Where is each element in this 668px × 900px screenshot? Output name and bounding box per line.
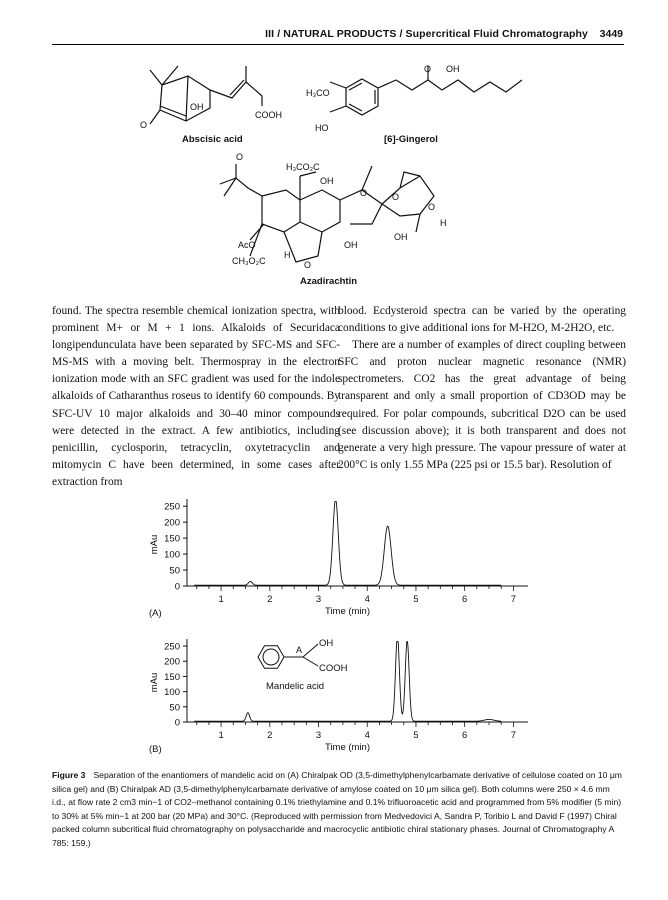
y-tick-label: 0 — [174, 717, 180, 729]
figure-caption — [52, 769, 626, 851]
svg-text:O: O — [428, 202, 436, 212]
y-tick-label: 150 — [164, 671, 180, 683]
svg-text:O: O — [360, 188, 368, 198]
panel-label: (A) — [149, 608, 162, 619]
svg-text:H: H — [440, 218, 447, 228]
y-tick-label: 150 — [164, 533, 180, 545]
y-tick-label: 250 — [164, 641, 180, 653]
header-title: III / NATURAL PRODUCTS / Supercritical Fluid Chromatography — [265, 28, 588, 40]
x-tick-label: 2 — [267, 594, 273, 605]
svg-text:Abscisic acid: Abscisic acid — [182, 134, 243, 145]
x-tick-label: 1 — [218, 730, 224, 741]
figure-label: Figure 3 — [52, 770, 86, 780]
svg-text:H₃CO₂C: H₃CO₂C — [286, 162, 320, 172]
svg-text:COOH: COOH — [255, 110, 282, 120]
paragraph: found. The spectra resemble chemical ionization spectra, with prominent M+ or M + 1 ions. Alkaloids of Securidaca longipendunculata have been separated by SFC-MS and SFC-MS-MS with a moving belt. Thermospray in the electron ionization mode with an SFC gradient was used for the indole alkaloids of Catharanthus roseus to identify 60 compounds. By SFC-UV 10 major alkaloids and 30–40 minor compounds were detected in the extract. A few antibiotics, including penicillin, cyclosporin, tetracyclin, oxytetracyclin and mitomycin C have been determined, in some cases after extraction from — [52, 305, 340, 488]
x-tick-label: 5 — [413, 730, 419, 741]
y-tick-label: 200 — [164, 656, 180, 668]
paragraph: There are a number of examples of direct coupling between SFC and proton nuclear magnetic resonance (NMR) spectrometers. CO2 has the great advantage of being transparent and only a small proportion of CD3OD may be required. For polar compounds, subcritical D2O can be used (see discussion above); it is both transparent and does not generate a very high pressure. The vapour pressure of water at 200°C is only 1.55 MPa (225 psi or 15.5 bar). Resolution of — [338, 339, 626, 471]
chart-panel-b — [149, 638, 528, 755]
svg-text:Azadirachtin: Azadirachtin — [300, 276, 358, 287]
x-tick-label: 6 — [462, 730, 468, 741]
aromatic-circle — [263, 649, 279, 665]
mandelic-acid-structure — [258, 638, 348, 692]
svg-text:O: O — [140, 120, 148, 130]
svg-text:O: O — [304, 260, 312, 270]
bond — [303, 657, 318, 666]
y-tick-label: 100 — [164, 687, 180, 699]
svg-text:OH: OH — [190, 102, 204, 112]
svg-text:CH₃O₂C: CH₃O₂C — [232, 256, 266, 266]
svg-text:OH: OH — [394, 232, 408, 242]
oh-label: OH — [319, 638, 334, 649]
svg-text:H₃CO: H₃CO — [306, 88, 330, 98]
svg-text:HO: HO — [315, 123, 329, 133]
chart-panel-a — [149, 499, 528, 619]
x-tick-label: 7 — [510, 730, 517, 741]
mandelic-acid-name: Mandelic acid — [266, 681, 325, 692]
y-tick-label: 0 — [174, 581, 180, 593]
y-axis-label: mAu — [149, 534, 160, 555]
svg-text:O: O — [424, 64, 432, 74]
page-number: 3449 — [599, 28, 623, 40]
svg-text:OH: OH — [320, 176, 334, 186]
x-tick-label: 7 — [510, 594, 517, 605]
caption-text: Separation of the enantiomers of mandelic acid on (A) Chiralpak OD (3,5-dimethylphenylcarbamate derivative of cellulose coated on 10 μm silica gel) and (B) Chiralpak AD (3,5-dimethylphenylcarbamate derivative of amylose coated on 10 μm silica gel). Both columns were 250 × 4.6 mm i.d., at flow rate 2 cm3 min−1 of CO2–methanol containing 0.1% triethylamine and 0.1% trifluoroacetic acid and programmed from 5% modifier (5 min) to 30% at 5% min−1 at 200 bar (20 MPa) and 30°C. (Reproduced with permission from Medvedovici A, Sandra P, Toribio L and David F (1997) Chiral packed column subcritical fluid chromatography on polysaccharide and macrocyclic antibiotic chiral stationary phases. Journal of Chromatography A 785: 159.) — [52, 770, 622, 848]
y-tick-label: 250 — [164, 501, 180, 513]
x-tick-label: 3 — [315, 730, 322, 741]
svg-text:O: O — [236, 152, 244, 162]
x-tick-label: 3 — [315, 594, 322, 605]
svg-text:OH: OH — [344, 240, 358, 250]
svg-text:[6]-Gingerol: [6]-Gingerol — [384, 134, 438, 145]
x-tick-label: 4 — [364, 594, 370, 605]
stereocenter-marker: A — [296, 645, 303, 655]
svg-text:OH: OH — [446, 64, 460, 74]
series-line — [194, 641, 501, 721]
series-line — [194, 501, 501, 585]
x-tick-label: 2 — [267, 730, 273, 741]
x-tick-label: 5 — [413, 594, 419, 605]
panel-label: (B) — [149, 744, 162, 755]
paragraph: blood. Ecdysteroid spectra can be varied by the operating conditions to give additional ions for M-H2O, M-2H2O, etc. — [338, 305, 626, 335]
y-tick-label: 50 — [169, 702, 180, 714]
bond — [303, 644, 318, 657]
y-tick-label: 200 — [164, 517, 180, 529]
y-tick-label: 50 — [169, 565, 180, 577]
x-axis-label: Time (min) — [324, 606, 371, 617]
svg-text:O: O — [392, 192, 400, 202]
x-tick-label: 4 — [364, 730, 370, 741]
x-tick-label: 1 — [218, 594, 224, 605]
x-axis-label: Time (min) — [324, 742, 371, 753]
y-axis-label: mAu — [149, 672, 160, 693]
svg-text:H: H — [284, 250, 291, 260]
y-tick-label: 100 — [164, 549, 180, 561]
cooh-label: COOH — [319, 663, 348, 674]
svg-text:AcO: AcO — [238, 240, 256, 250]
x-tick-label: 6 — [462, 594, 468, 605]
